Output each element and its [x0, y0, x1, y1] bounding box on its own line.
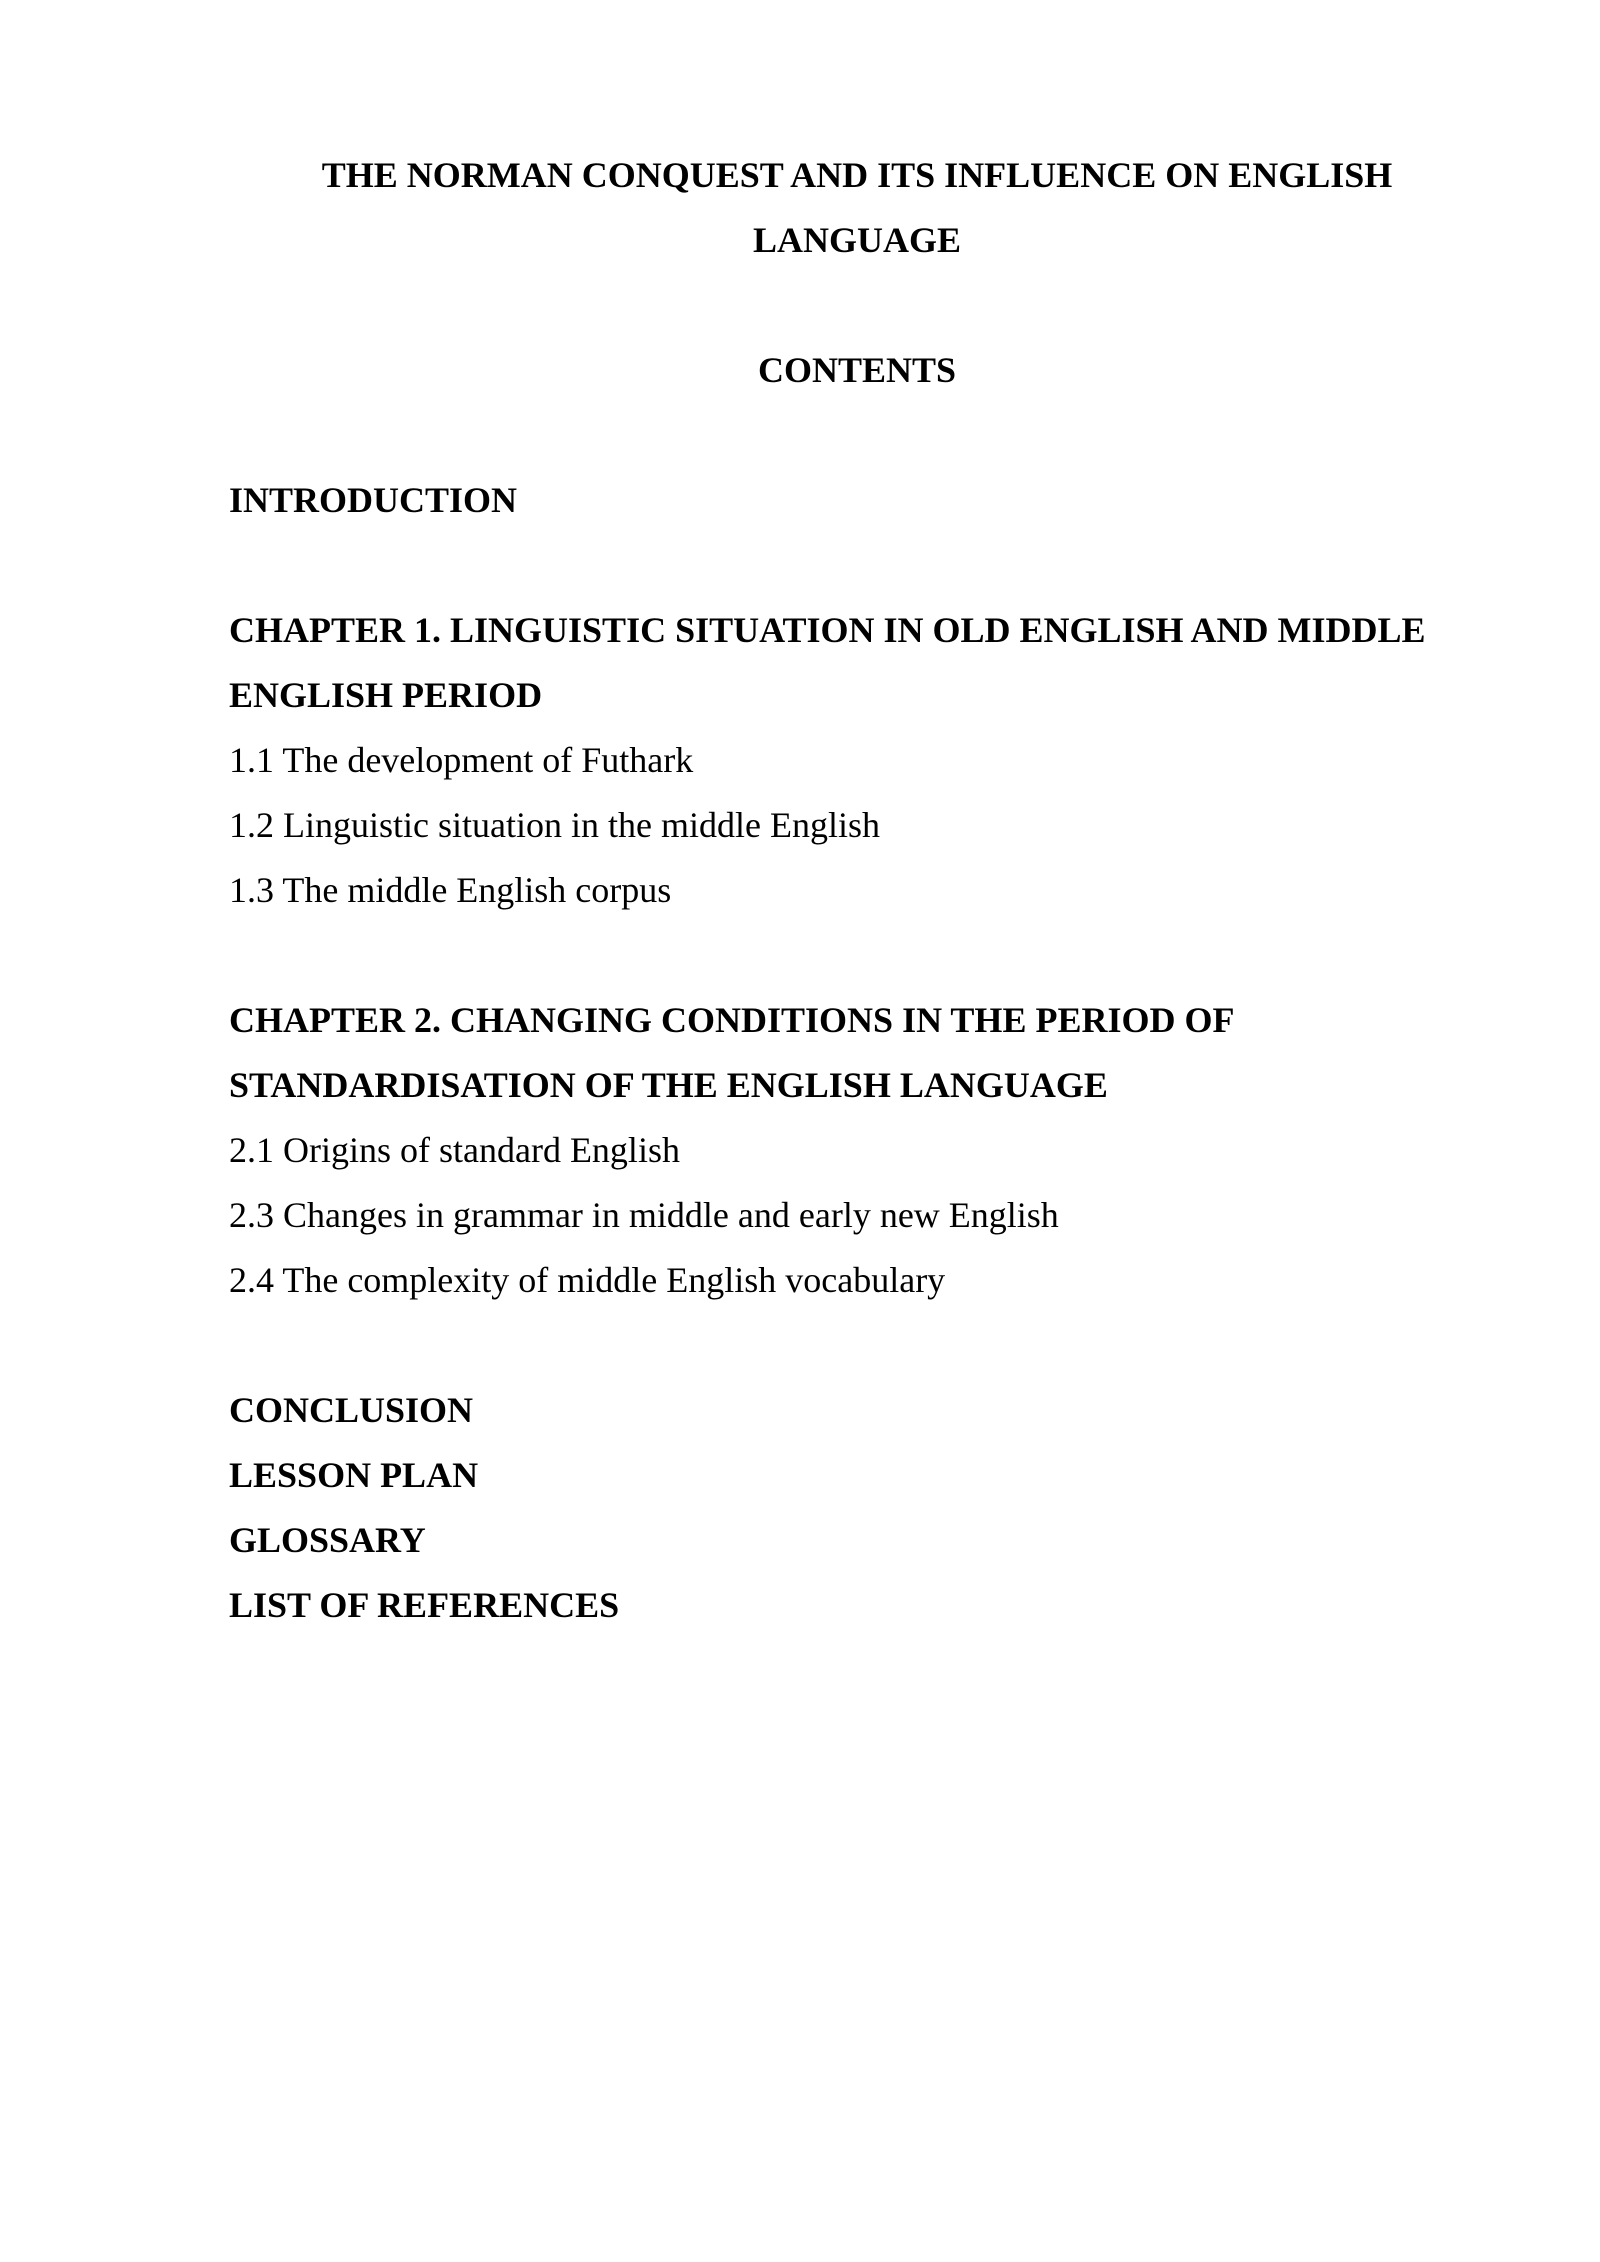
- title-line-1: THE NORMAN CONQUEST AND ITS INFLUENCE ON ENGLISH: [321, 155, 1393, 195]
- toc-list-of-references: LIST OF REFERENCES: [229, 1585, 620, 1625]
- toc-lesson-plan: LESSON PLAN: [229, 1455, 479, 1495]
- toc-chapter2-item: 2.3 Changes in grammar in middle and early new English: [229, 1195, 1059, 1235]
- toc-glossary: GLOSSARY: [229, 1520, 426, 1560]
- title-line-2: LANGUAGE: [752, 220, 962, 260]
- toc-chapter1-heading-line2: ENGLISH PERIOD: [229, 675, 543, 715]
- toc-chapter2-heading-line1: CHAPTER 2. CHANGING CONDITIONS IN THE PERIOD OF: [229, 1000, 1235, 1040]
- toc-chapter2-item: 2.1 Origins of standard English: [229, 1130, 680, 1170]
- toc-chapter1-item: 1.1 The development of Futhark: [229, 740, 694, 780]
- toc-chapter1-item: 1.2 Linguistic situation in the middle English: [229, 805, 880, 845]
- toc-conclusion: CONCLUSION: [229, 1390, 474, 1430]
- toc-introduction: INTRODUCTION: [229, 480, 518, 520]
- toc-chapter2-heading-line2: STANDARDISATION OF THE ENGLISH LANGUAGE: [229, 1065, 1108, 1105]
- toc-chapter1-item: 1.3 The middle English corpus: [229, 870, 672, 910]
- toc-chapter2-item: 2.4 The complexity of middle English vocabulary: [229, 1260, 946, 1300]
- contents-heading: CONTENTS: [757, 350, 957, 390]
- toc-chapter1-heading-line1: CHAPTER 1. LINGUISTIC SITUATION IN OLD ENGLISH AND MIDDLE: [229, 610, 1426, 650]
